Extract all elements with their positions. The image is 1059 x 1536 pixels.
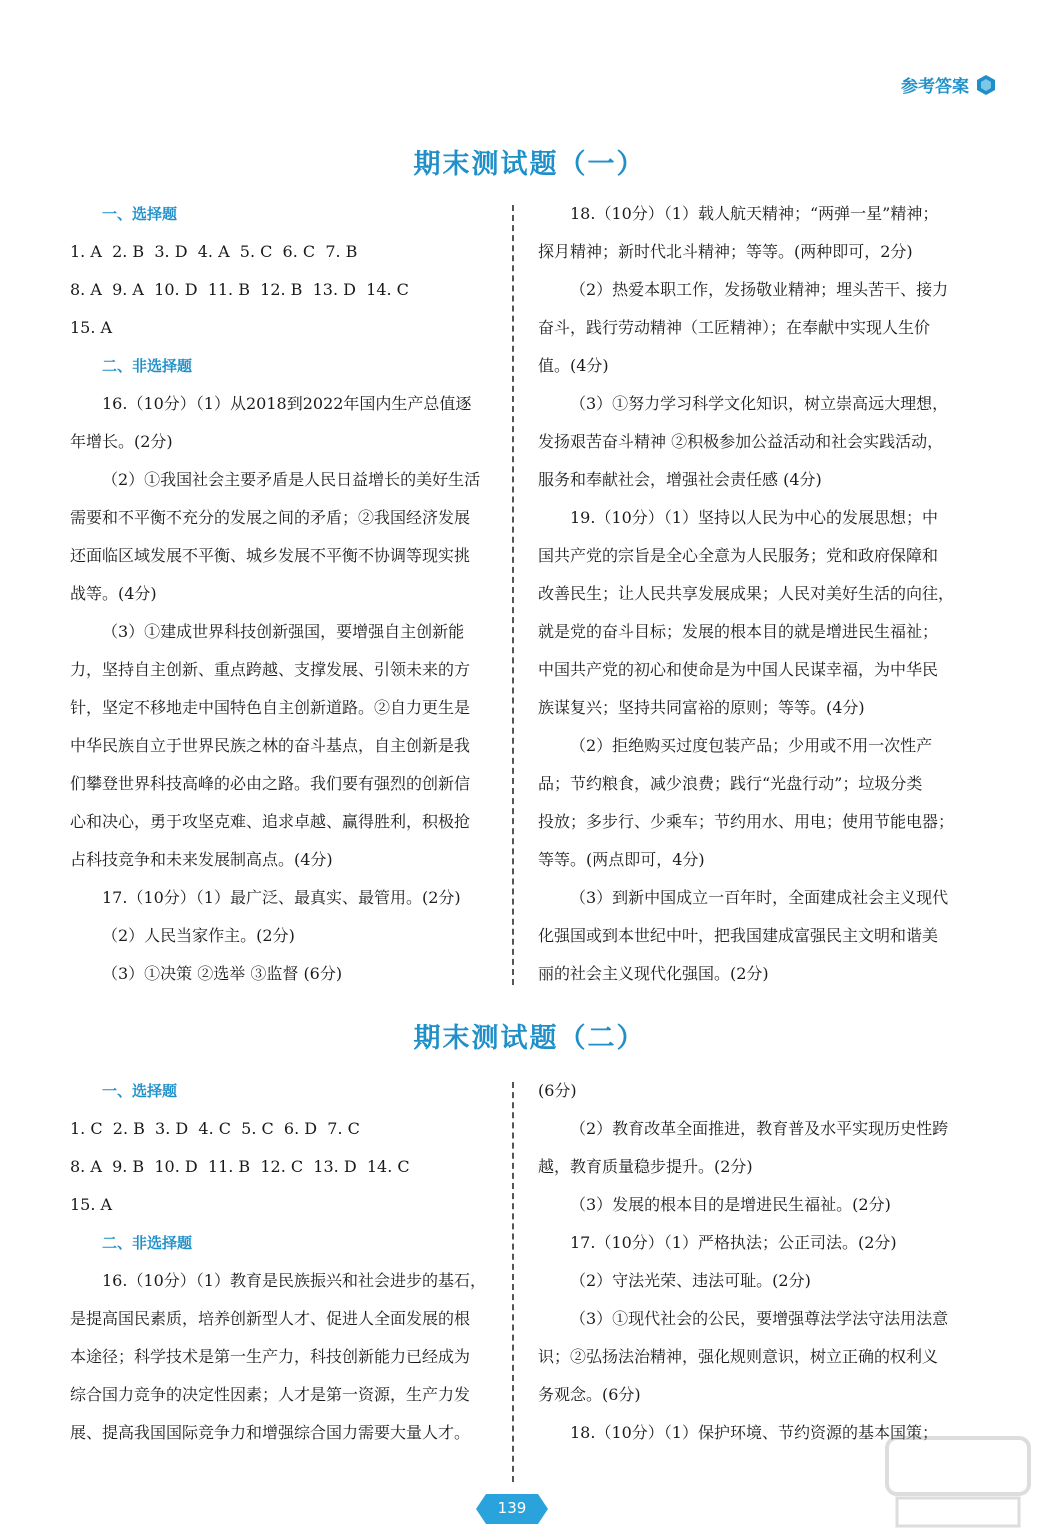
answer-line: 中国共产党的初心和使命是为中国人民谋幸福，为中华民 — [538, 660, 939, 679]
answer-line: 还面临区域发展不平衡、城乡发展不平衡不协调等现实挑 — [70, 546, 471, 565]
answer-line: 服务和奉献社会，增强社会责任感 (4分) — [538, 470, 822, 489]
answer-line: 需要和不平衡不充分的发展之间的矛盾；②我国经济发展 — [70, 508, 471, 527]
answer-line: 探月精神；新时代北斗精神；等等。(两种即可，2分) — [538, 242, 913, 261]
answer-line: （2）教育改革全面推进，教育普及水平实现历史性跨 — [570, 1119, 949, 1138]
answer-line: （3）①决策 ②选举 ③监督 (6分) — [102, 964, 343, 983]
answer-line: 们攀登世界科技高峰的必由之路。我们要有强烈的创新信 — [70, 774, 471, 793]
answer-line: （3）①现代社会的公民，要增强尊法学法守法用法意 — [570, 1309, 949, 1328]
answer-line: 展、提高我国国际竞争力和增强综合国力需要大量人才。 — [70, 1423, 471, 1442]
answer-line: 针，坚定不移地走中国特色自主创新道路。②自力更生是 — [70, 698, 471, 717]
hexagon-icon — [975, 74, 997, 96]
answer-line: （2）①我国社会主要矛盾是人民日益增长的美好生活 — [102, 470, 481, 489]
answer-line: 占科技竞争和未来发展制高点。(4分) — [70, 850, 333, 869]
answer-line: 国共产党的宗旨是全心全意为人民服务；党和政府保障和 — [538, 546, 939, 565]
answer-line: 改善民生；让人民共享发展成果；人民对美好生活的向往， — [538, 584, 955, 603]
answer-key-label: 参考答案 — [901, 77, 969, 97]
answer-line: 越，教育质量稳步提升。(2分) — [538, 1157, 753, 1176]
answer-line: (6分) — [538, 1081, 577, 1100]
answer-line: （2）守法光荣、违法可耻。(2分) — [570, 1271, 811, 1290]
test1-left-column — [70, 195, 495, 993]
answer-line: 19.（10分）（1）坚持以人民为中心的发展思想；中 — [570, 508, 938, 527]
answer-line: 识；②弘扬法治精神，强化规则意识，树立正确的权利义 — [538, 1347, 939, 1366]
choice-answers: 8. A 9. A 10. D 11. B 12. B 13. D 14. C — [70, 280, 409, 299]
answer-line: 本途径；科学技术是第一生产力，科技创新能力已经成为 — [70, 1347, 471, 1366]
section-heading: 一、选择题 — [102, 205, 178, 223]
answer-line: 族谋复兴；坚持共同富裕的原则；等等。(4分) — [538, 698, 865, 717]
choice-answers: 15. A — [70, 1195, 113, 1214]
column-divider — [512, 205, 514, 985]
answer-line: 务观念。(6分) — [538, 1385, 641, 1404]
test2-right-column — [538, 1072, 963, 1452]
answer-line: 16.（10分）（1）教育是民族振兴和社会进步的基石， — [102, 1271, 486, 1290]
page-number: 139 — [497, 1499, 527, 1517]
answer-line: 是提高国民素质，培养创新型人才、促进人全面发展的根 — [70, 1309, 471, 1328]
page-number-badge — [476, 1494, 548, 1524]
test2-left-column — [70, 1072, 495, 1452]
answer-line: （2）人民当家作主。(2分) — [102, 926, 295, 945]
watermark-logo — [883, 1432, 1033, 1532]
section-heading: 二、非选择题 — [102, 1234, 193, 1252]
answer-line: 投放；多步行、少乘车；节约用水、用电；使用节能电器； — [538, 812, 955, 831]
answer-line: 品；节约粮食，减少浪费；践行“光盘行动”；垃圾分类 — [538, 774, 923, 793]
choice-answers: 15. A — [70, 318, 113, 337]
choice-answers: 8. A 9. B 10. D 11. B 12. C 13. D 14. C — [70, 1157, 410, 1176]
answer-line: 战等。(4分) — [70, 584, 157, 603]
answer-line: 18.（10分）（1）保护环境、节约资源的基本国策； — [570, 1423, 938, 1442]
answer-line: 奋斗，践行劳动精神（工匠精神）；在奉献中实现人生价 — [538, 318, 931, 337]
answer-line: 18.（10分）（1）载人航天精神；“两弹一星”精神； — [570, 204, 939, 223]
answer-line: 中华民族自立于世界民族之林的奋斗基点，自主创新是我 — [70, 736, 471, 755]
answer-line: 丽的社会主义现代化强国。(2分) — [538, 964, 769, 983]
answer-line: 力，坚持自主创新、重点跨越、支撑发展、引领未来的方 — [70, 660, 471, 679]
answer-line: （2）拒绝购买过度包装产品；少用或不用一次性产 — [570, 736, 933, 755]
answer-line: （3）①建成世界科技创新强国，要增强自主创新能 — [102, 622, 465, 641]
choice-answers: 1. C 2. B 3. D 4. C 5. C 6. D 7. C — [70, 1119, 360, 1138]
answer-line: （3）发展的根本目的是增进民生福祉。(2分) — [570, 1195, 891, 1214]
answer-line: 化强国或到本世纪中叶，把我国建成富强民主文明和谐美 — [538, 926, 939, 945]
answer-line: （2）热爱本职工作，发扬敬业精神；埋头苦干、接力 — [570, 280, 949, 299]
answer-line: 就是党的奋斗目标；发展的根本目的就是增进民生福祉； — [538, 622, 939, 641]
answer-line: 等等。(两点即可，4分) — [538, 850, 705, 869]
test1-right-column — [538, 195, 963, 993]
section-heading: 一、选择题 — [102, 1082, 178, 1100]
answer-line: 17.（10分）（1）严格执法；公正司法。(2分) — [570, 1233, 897, 1252]
answer-line: 16.（10分）（1）从2018到2022年国内生产总值逐 — [102, 394, 472, 413]
answer-line: （3）到新中国成立一百年时，全面建成社会主义现代 — [570, 888, 949, 907]
answer-line: 发扬艰苦奋斗精神 ②积极参加公益活动和社会实践活动， — [538, 432, 944, 451]
test1-title: 期末测试题（一） — [413, 149, 646, 180]
answer-line: 17.（10分）（1）最广泛、最真实、最管用。(2分) — [102, 888, 461, 907]
answer-line: 年增长。(2分) — [70, 432, 173, 451]
answer-line: 综合国力竞争的决定性因素；人才是第一资源，生产力发 — [70, 1385, 471, 1404]
answer-key-tag — [901, 72, 997, 97]
answer-line: 心和决心，勇于攻坚克难、追求卓越、赢得胜利，积极抢 — [70, 812, 471, 831]
test2-title: 期末测试题（二） — [413, 1023, 646, 1054]
answer-line: 值。(4分) — [538, 356, 609, 375]
answer-line: （3）①努力学习科学文化知识，树立崇高远大理想， — [570, 394, 949, 413]
choice-answers: 1. A 2. B 3. D 4. A 5. C 6. C 7. B — [70, 242, 358, 261]
section-heading: 二、非选择题 — [102, 357, 193, 375]
column-divider — [512, 1082, 514, 1482]
